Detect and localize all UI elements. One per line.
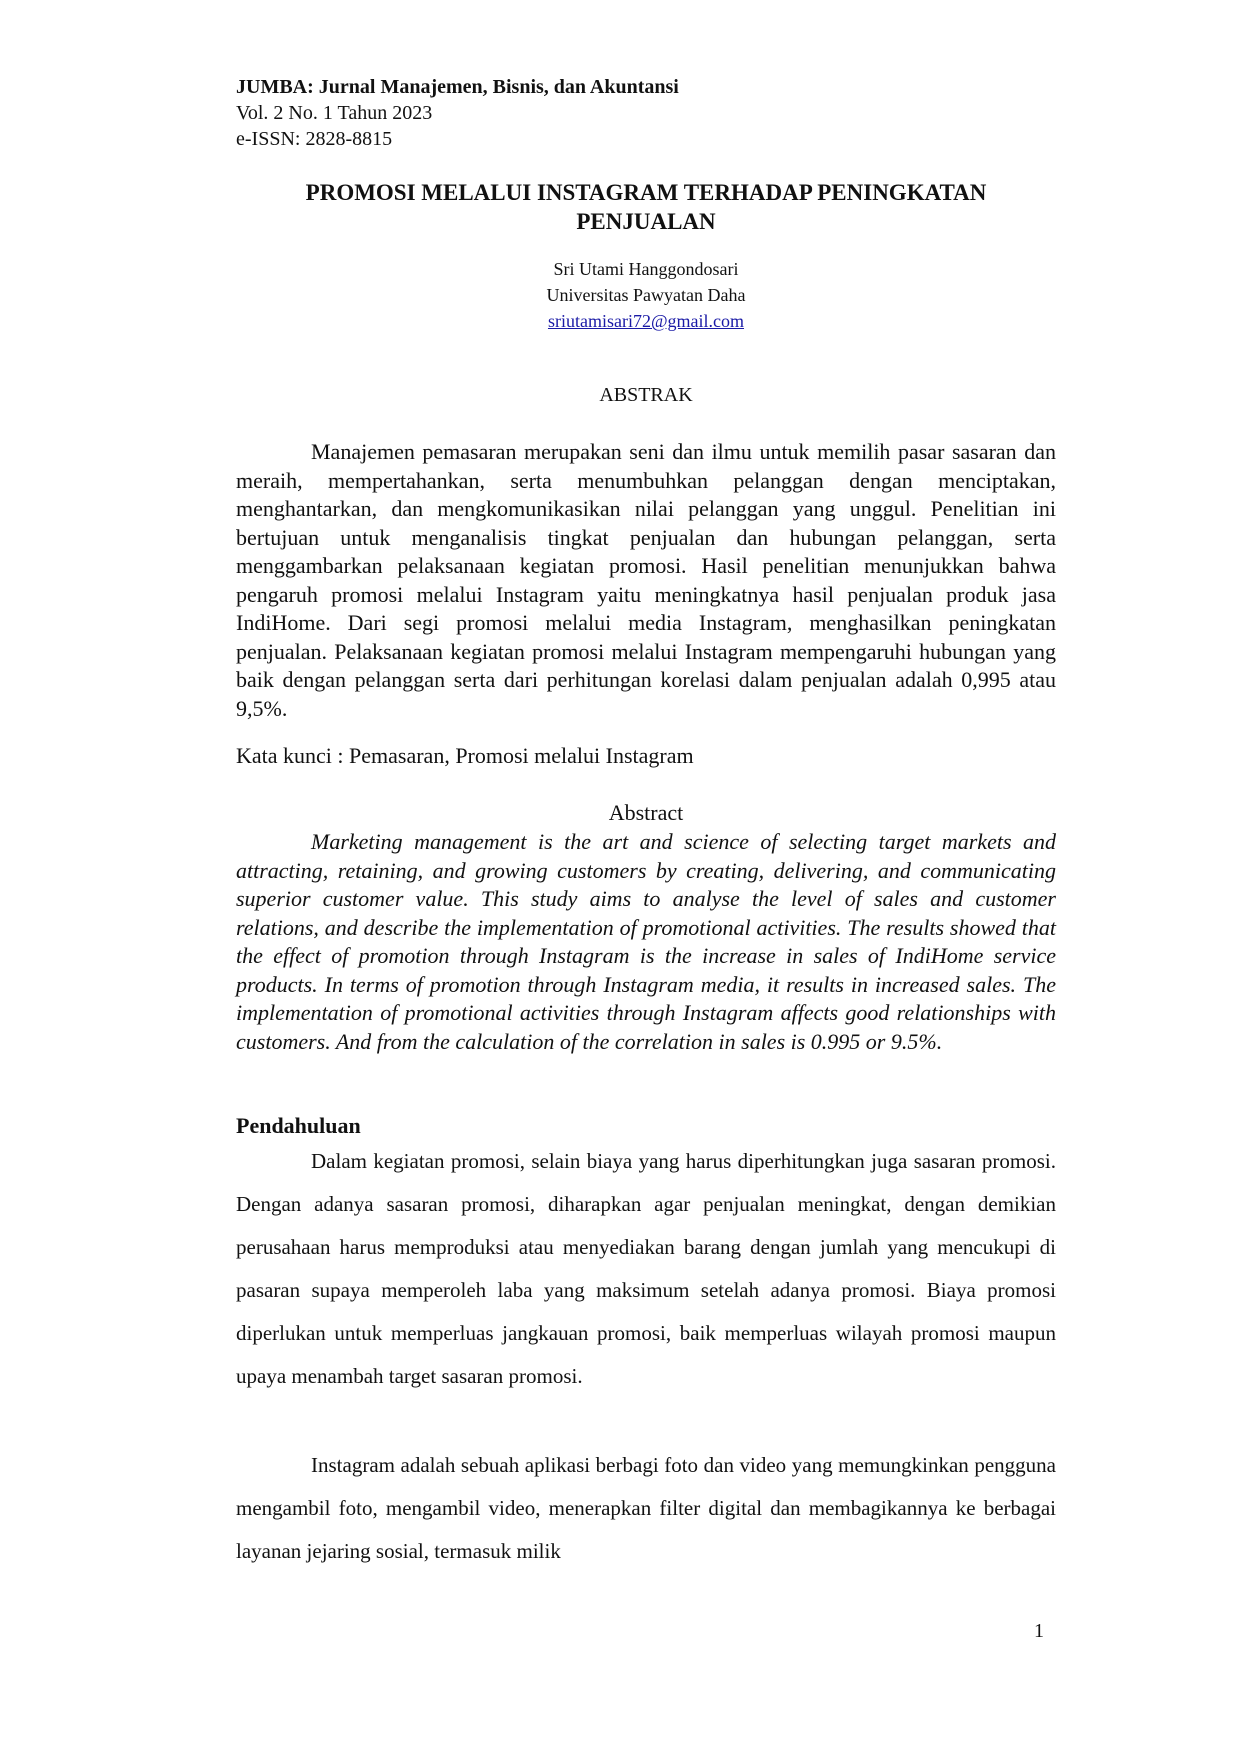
author-block [236, 256, 1056, 334]
journal-name: JUMBA: Jurnal Manajemen, Bisnis, dan Akuntansi [236, 76, 679, 98]
author-name: Sri Utami Hanggondosari [553, 259, 739, 279]
journal-issn: e-ISSN: 2828-8815 [236, 128, 393, 150]
intro-paragraph-1: Dalam kegiatan promosi, selain biaya yang harus diperhitungkan juga sasaran promosi. Dengan adanya sasaran promosi, diharapkan agar penjualan meningkat, dengan demikian perusahaan harus memproduksi atau menyediakan barang dengan jumlah yang mencukupi di pasaran supaya memperoleh laba yang maksimum setelah adanya promosi. Biaya promosi diperlukan untuk memperluas jangkauan promosi, baik memperluas wilayah promosi maupun upaya menambah target sasaran promosi. [236, 1149, 1056, 1388]
journal-header [236, 74, 679, 152]
paper-title: PROMOSI MELALUI INSTAGRAM TERHADAP PENINGKATAN PENJUALAN [305, 180, 987, 234]
journal-volume: Vol. 2 No. 1 Tahun 2023 [236, 102, 433, 124]
keywords: Kata kunci : Pemasaran, Promosi melalui Instagram [236, 743, 694, 768]
section-heading-introduction: Pendahuluan [236, 1113, 361, 1138]
abstrak-heading: ABSTRAK [599, 384, 693, 406]
author-email-link[interactable]: sriutamisari72@gmail.com [547, 311, 745, 331]
abstract-heading: Abstract [608, 800, 684, 825]
page-number: 1 [1034, 1620, 1044, 1642]
abstract-body: Marketing management is the art and science of selecting target markets and attracting, retaining, and growing customers by creating, delivering, and communicating superior customer value. This study aims to analyse the level of sales and customer relations, and describe the implementation of promotional activities. The results showed that the effect of promotion through Instagram is the increase in sales of IndiHome service products. In terms of promotion through Instagram media, it results in increased sales. The implementation of promotional activities through Instagram affects good relationships with customers. And from the calculation of the correlation in sales is 0.995 or 9.5%. [236, 829, 1056, 1054]
abstrak-body: Manajemen pemasaran merupakan seni dan ilmu untuk memilih pasar sasaran dan meraih, mempertahankan, serta menumbuhkan pelanggan dengan menciptakan, menghantarkan, dan mengkomunikasikan nilai pelanggan yang unggul. Penelitian ini bertujuan untuk menganalisis tingkat penjualan dan hubungan pelanggan, serta menggambarkan pelaksanaan kegiatan promosi. Hasil penelitian menunjukkan bahwa pengaruh promosi melalui Instagram yaitu meningkatnya hasil penjualan produk jasa IndiHome. Dari segi promosi melalui media Instagram, menghasilkan peningkatan penjualan. Pelaksanaan kegiatan promosi melalui Instagram mempengaruhi hubungan yang baik dengan pelanggan serta dari perhitungan korelasi dalam penjualan adalah 0,995 atau 9,5%. [236, 439, 1056, 721]
author-affiliation: Universitas Pawyatan Daha [546, 285, 746, 305]
intro-paragraph-2: Instagram adalah sebuah aplikasi berbagi foto dan video yang memungkinkan pengguna mengambil foto, mengambil video, menerapkan filter digital dan membagikannya ke berbagai layanan jejaring sosial, termasuk milik [236, 1453, 1056, 1563]
